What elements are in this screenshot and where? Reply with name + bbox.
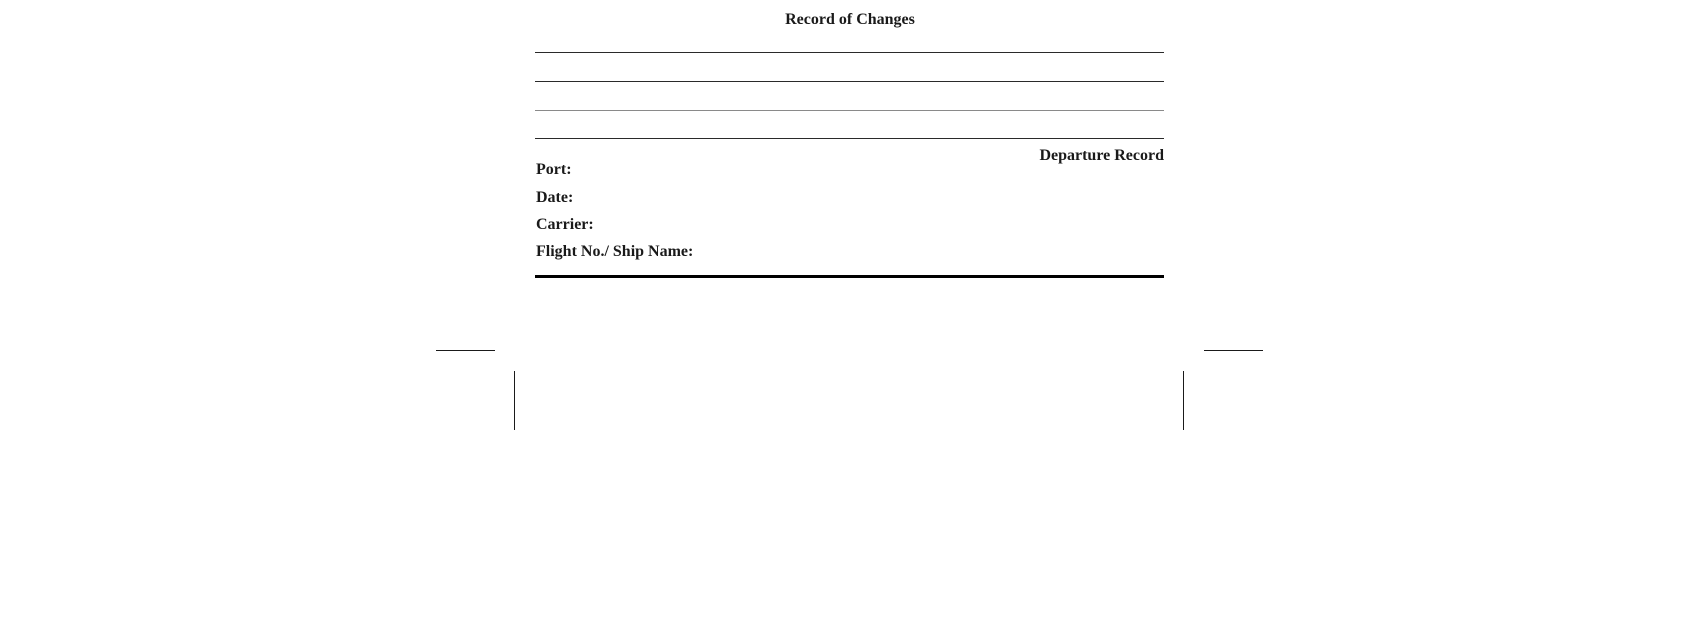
change-entry-line-4 [535, 138, 1164, 139]
port-field-label: Port: [536, 161, 572, 178]
crop-mark-horizontal-right [1204, 350, 1263, 351]
crop-mark-vertical-left [514, 371, 515, 430]
date-field-label: Date: [536, 189, 574, 206]
carrier-field-label: Carrier: [536, 216, 594, 233]
change-entry-line-3 [535, 110, 1164, 111]
departure-record-heading: Departure Record [1039, 147, 1164, 164]
section-divider-thick [535, 275, 1164, 278]
crop-mark-vertical-right [1183, 371, 1184, 430]
page-title: Record of Changes [785, 11, 915, 28]
crop-mark-horizontal-left [436, 350, 495, 351]
change-entry-line-1 [535, 52, 1164, 53]
change-entry-line-2 [535, 81, 1164, 82]
flight-ship-name-field-label: Flight No./ Ship Name: [536, 243, 694, 260]
